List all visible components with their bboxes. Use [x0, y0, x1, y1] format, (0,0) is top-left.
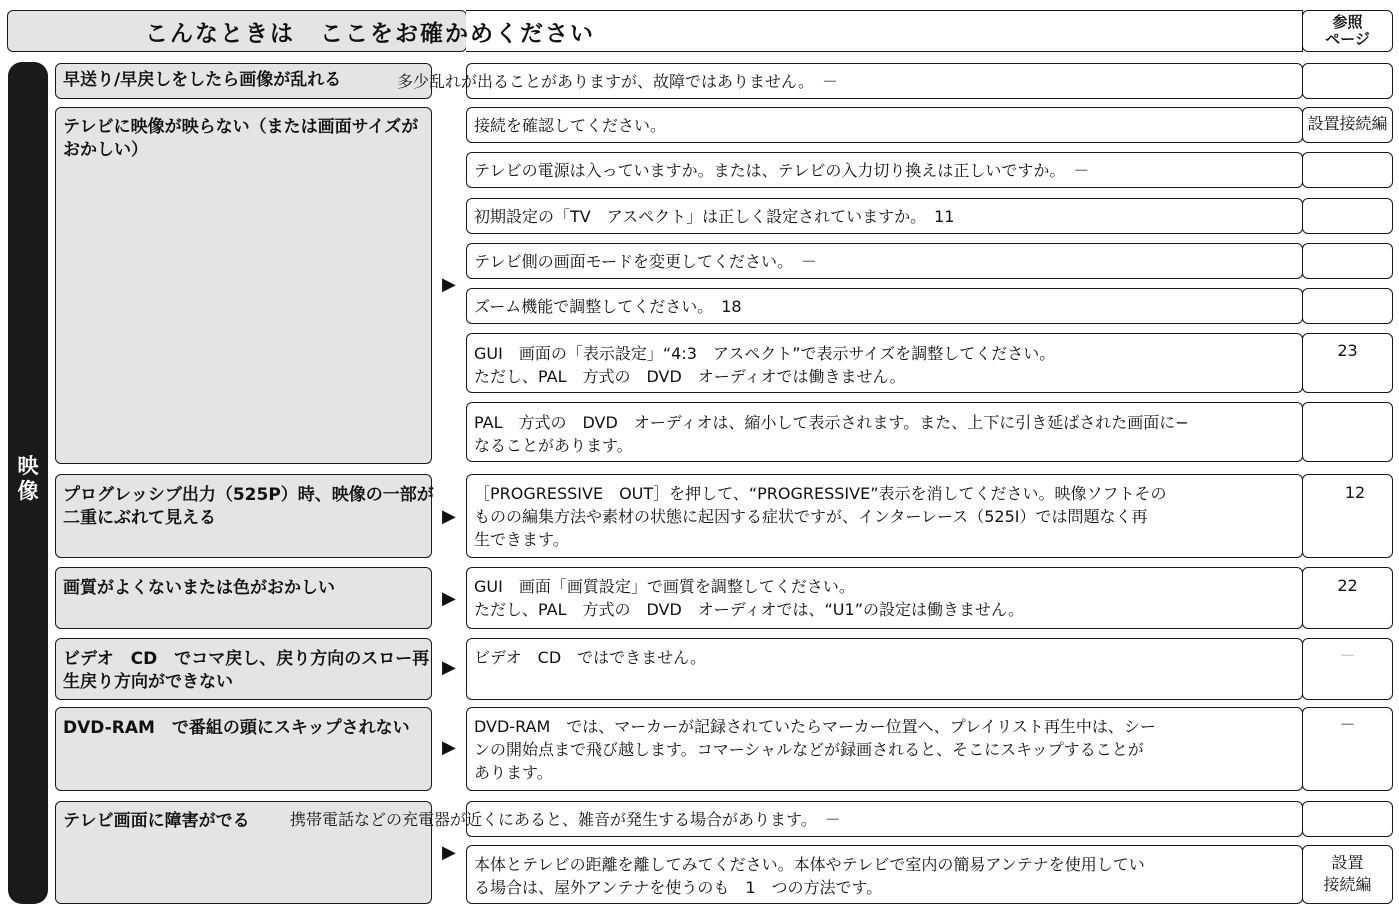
ref-text: 12	[1344, 483, 1366, 502]
symptom-text: DVD-RAM で番組の頭にスキップされない	[63, 718, 410, 738]
fix-text: PAL 方式の DVD オーディオは、縮小して表示されます。また、上下に引き延ばされた画面に− なることがあります。	[474, 413, 1189, 455]
symptom-text: テレビ画面に障害がでる	[63, 811, 250, 831]
fix-text: ズーム機能で調整してください。 18	[474, 297, 742, 316]
category-label: 映 像	[17, 454, 39, 503]
ref-box	[1302, 198, 1393, 234]
header-ref-box	[1302, 10, 1393, 52]
ref-text: 設置接続編	[1307, 114, 1388, 133]
fix-text: 本体とテレビの距離を離してみてください。本体やテレビで室内の簡易アンテナを使用してい る場合は、屋外アンテナを使うのも 1 つの方法です。	[474, 855, 1145, 897]
symptom-text: プログレッシブ出力（525P）時、映像の一部が二重にぶれて見える	[63, 485, 434, 528]
fix-text: テレビの電源は入っていますか。または、テレビの入力切り換えは正しいですか。 －	[474, 161, 1090, 180]
ref-text: －	[1339, 715, 1356, 734]
fix-text: 多少乱れが出ることがありますが、故障ではありません。 －	[397, 72, 838, 91]
fix-text: 携帯電話などの充電器が近くにあると、雑音が発生する場合があります。 －	[290, 810, 841, 829]
arrow-icon: ▶	[442, 506, 456, 527]
ref-text: －	[1339, 646, 1356, 665]
ref-box	[1302, 152, 1393, 188]
symptom-text: 画質がよくないまたは色がおかしい	[63, 578, 335, 598]
ref-box	[1302, 243, 1393, 279]
arrow-icon: ▶	[442, 274, 456, 295]
arrow-icon: ▶	[442, 737, 456, 758]
arrow-icon: ▶	[442, 657, 456, 678]
ref-box	[1302, 288, 1393, 324]
symptom-text: テレビに映像が映らない（または画面サイズがおかしい）	[63, 117, 419, 160]
fix-text: 初期設定の「TV アスペクト」は正しく設定されていますか。 11	[474, 207, 955, 226]
fix-text: DVD-RAM では、マーカーが記録されていたらマーカー位置へ、プレイリスト再生中は、シー ンの開始点まで飛び越します。コマーシャルなどが録画されると、そこにスキップすることが あります。	[474, 717, 1156, 782]
symptom-text: ビデオ CD でコマ戻し、戻り方向のスロー再生戻り方向ができない	[63, 649, 430, 692]
ref-text: 22	[1337, 576, 1358, 595]
fix-text: GUI 画面「画質設定」で画質を調整してください。 ただし、PAL 方式の DVD オーディオでは、“U1”の設定は働きません。	[474, 577, 1024, 619]
ref-text: 設置 接続編	[1323, 853, 1372, 894]
fix-text: ［PROGRESSIVE OUT］を押して、“PROGRESSIVE”表示を消してください。映像ソフトその ものの編集方法や素材の状態に起因する症状ですが、インターレース（525I）では問題なく再 生できます。	[474, 484, 1167, 549]
fix-text: ビデオ CD ではできません。	[474, 648, 707, 667]
arrow-icon: ▶	[442, 842, 456, 863]
ref-page-label: 参照 ページ	[1325, 13, 1370, 48]
page-title: こんなときは ここをお確かめください	[145, 20, 595, 47]
fix-text: 接続を確認してください。	[474, 116, 667, 135]
arrow-icon: ▶	[442, 588, 456, 609]
ref-text: 23	[1337, 341, 1358, 360]
symptom-text: 早送り/早戻しをしたら画像が乱れる	[63, 70, 342, 90]
fix-text: GUI 画面の「表示設定」“4:3 アスペクト”で表示サイズを調整してください。 ただし、PAL 方式の DVD オーディオでは働きません。	[474, 344, 1056, 386]
fix-text: テレビ側の画面モードを変更してください。 －	[474, 252, 818, 271]
ref-box	[1302, 801, 1393, 837]
ref-box	[1302, 63, 1393, 99]
